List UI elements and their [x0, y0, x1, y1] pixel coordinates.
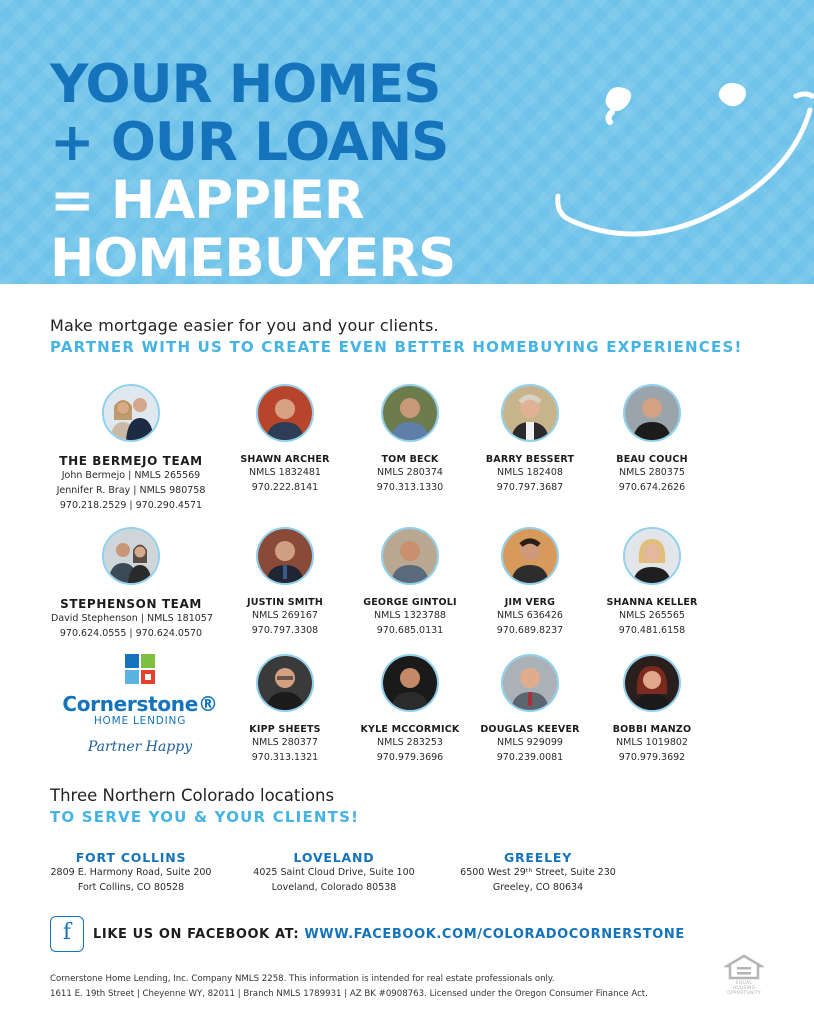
person-phone: 970.689.8237: [496, 625, 564, 636]
team-line: David Stephenson | NMLS 181057: [51, 613, 213, 624]
logo-subtitle: HOME LENDING: [93, 715, 187, 727]
person-nmls: NMLS 280377: [252, 737, 318, 748]
headshot-photo: [623, 654, 681, 712]
headshot-photo: [623, 527, 681, 585]
person-nmls: NMLS 929099: [497, 737, 563, 748]
headline-line-1: YOUR HOMES: [50, 54, 441, 115]
location-fort-collins: [31, 850, 231, 895]
person-name: JIM VERG: [504, 597, 556, 608]
person-phone: 970.685.0131: [376, 625, 444, 636]
legal-disclaimer: [50, 972, 648, 1002]
person-nmls: NMLS 1019802: [616, 737, 688, 748]
locations-subtitle: TO SERVE YOU & YOUR CLIENTS!: [50, 808, 360, 826]
legal-line: Cornerstone Home Lending, Inc. Company NMLS 2258. This information is intended for real estate professionals only.: [50, 974, 555, 984]
logo-tagline: Partner Happy: [87, 739, 193, 755]
person-name: KYLE MCCORMICK: [360, 724, 460, 735]
facebook-callout: [93, 927, 685, 942]
person-name: SHAWN ARCHER: [240, 454, 330, 465]
person-name: BOBBI MANZO: [612, 724, 692, 735]
person-nmls: NMLS 280375: [619, 467, 685, 478]
person-phone: 970.979.3692: [618, 752, 686, 763]
equal-housing-icon: [724, 954, 764, 980]
person-nmls: NMLS 283253: [377, 737, 443, 748]
person-name: BEAU COUCH: [616, 454, 688, 465]
headshot-photo: [381, 654, 439, 712]
intro-text: Make mortgage easier for you and your clients.: [50, 316, 439, 335]
headshot-photo: [256, 384, 314, 442]
facebook-link[interactable]: WWW.FACEBOOK.COM/COLORADOCORNERSTONE: [304, 927, 685, 942]
team-photo: [102, 384, 160, 442]
locations-title: Three Northern Colorado locations: [50, 786, 335, 805]
headline-line-3: = HAPPIER: [50, 170, 364, 231]
location-city: Loveland, Colorado 80538: [271, 882, 397, 893]
team-photo: [102, 527, 160, 585]
location-name: FORT COLLINS: [75, 850, 187, 865]
headline-line-4: HOMEBUYERS: [50, 228, 456, 284]
location-name: LOVELAND: [293, 850, 375, 865]
team-card-stephenson: [51, 527, 211, 641]
person-name: DOUGLAS KEEVER: [480, 724, 580, 735]
person-nmls: NMLS 1323788: [374, 610, 446, 621]
hero-banner: [0, 0, 814, 284]
team-line: John Bermejo | NMLS 265569: [61, 470, 201, 481]
person-card-couch: [572, 384, 732, 495]
person-nmls: NMLS 636426: [497, 610, 563, 621]
person-phone: 970.674.2626: [618, 482, 686, 493]
headline: [50, 56, 455, 284]
person-nmls: NMLS 182408: [497, 467, 563, 478]
location-greeley: [438, 850, 638, 895]
person-name: JUSTIN SMITH: [246, 597, 324, 608]
location-loveland: [234, 850, 434, 895]
cornerstone-logo: [60, 652, 220, 755]
team-line: 970.218.2529 | 970.290.4571: [59, 500, 203, 511]
team-name: THE BERMEJO TEAM: [59, 454, 203, 468]
person-nmls: NMLS 269167: [252, 610, 318, 621]
person-phone: 970.481.6158: [618, 625, 686, 636]
headshot-photo: [623, 384, 681, 442]
smiley-face-graphic: [540, 70, 814, 270]
location-address: 2809 E. Harmony Road, Suite 200: [50, 867, 212, 878]
person-phone: 970.797.3687: [496, 482, 564, 493]
person-nmls: NMLS 280374: [377, 467, 443, 478]
headline-line-2: + OUR LOANS: [50, 112, 449, 173]
team-line: Jennifer R. Bray | NMLS 980758: [56, 485, 206, 496]
team-name: STEPHENSON TEAM: [60, 597, 202, 611]
person-phone: 970.239.0081: [496, 752, 564, 763]
facebook-icon[interactable]: f: [50, 916, 84, 952]
team-line: 970.624.0555 | 970.624.0570: [59, 628, 203, 639]
headshot-photo: [501, 384, 559, 442]
team-card-bermejo: [51, 384, 211, 513]
person-name: KIPP SHEETS: [249, 724, 321, 735]
facebook-label: LIKE US ON FACEBOOK AT:: [93, 927, 300, 942]
location-name: GREELEY: [503, 850, 573, 865]
headshot-photo: [381, 527, 439, 585]
person-card-keller: [572, 527, 732, 638]
location-address: 4025 Saint Cloud Drive, Suite 100: [253, 867, 415, 878]
cornerstone-logo-icon: [123, 652, 157, 686]
person-phone: 970.979.3696: [376, 752, 444, 763]
person-phone: 970.313.1330: [376, 482, 444, 493]
location-address: 6500 West 29ᵗʰ Street, Suite 230: [460, 867, 616, 878]
headshot-photo: [501, 654, 559, 712]
person-card-manzo: [572, 654, 732, 765]
person-phone: 970.313.1321: [251, 752, 319, 763]
person-name: TOM BECK: [381, 454, 439, 465]
person-name: BARRY BESSERT: [485, 454, 575, 465]
person-name: GEORGE GINTOLI: [363, 597, 457, 608]
equal-housing-text: EQUAL HOUSING OPPORTUNITY: [727, 981, 761, 996]
person-nmls: NMLS 1832481: [249, 467, 321, 478]
headshot-photo: [501, 527, 559, 585]
partner-subhead: PARTNER WITH US TO CREATE EVEN BETTER HOMEBUYING EXPERIENCES!: [50, 338, 743, 356]
legal-line: 1611 E. 19th Street | Cheyenne WY, 82011 | Branch NMLS 1789931 | AZ BK #0908763. Licensed under the Oregon Consumer Finance Act.: [50, 989, 648, 999]
person-nmls: NMLS 265565: [619, 610, 685, 621]
equal-housing-badge: [724, 954, 764, 996]
headshot-photo: [256, 527, 314, 585]
location-city: Greeley, CO 80634: [492, 882, 584, 893]
headshot-photo: [381, 384, 439, 442]
headshot-photo: [256, 654, 314, 712]
person-phone: 970.222.8141: [251, 482, 319, 493]
location-city: Fort Collins, CO 80528: [77, 882, 185, 893]
person-phone: 970.797.3308: [251, 625, 319, 636]
person-name: SHANNA KELLER: [606, 597, 698, 608]
logo-wordmark: Cornerstone®: [62, 692, 218, 716]
